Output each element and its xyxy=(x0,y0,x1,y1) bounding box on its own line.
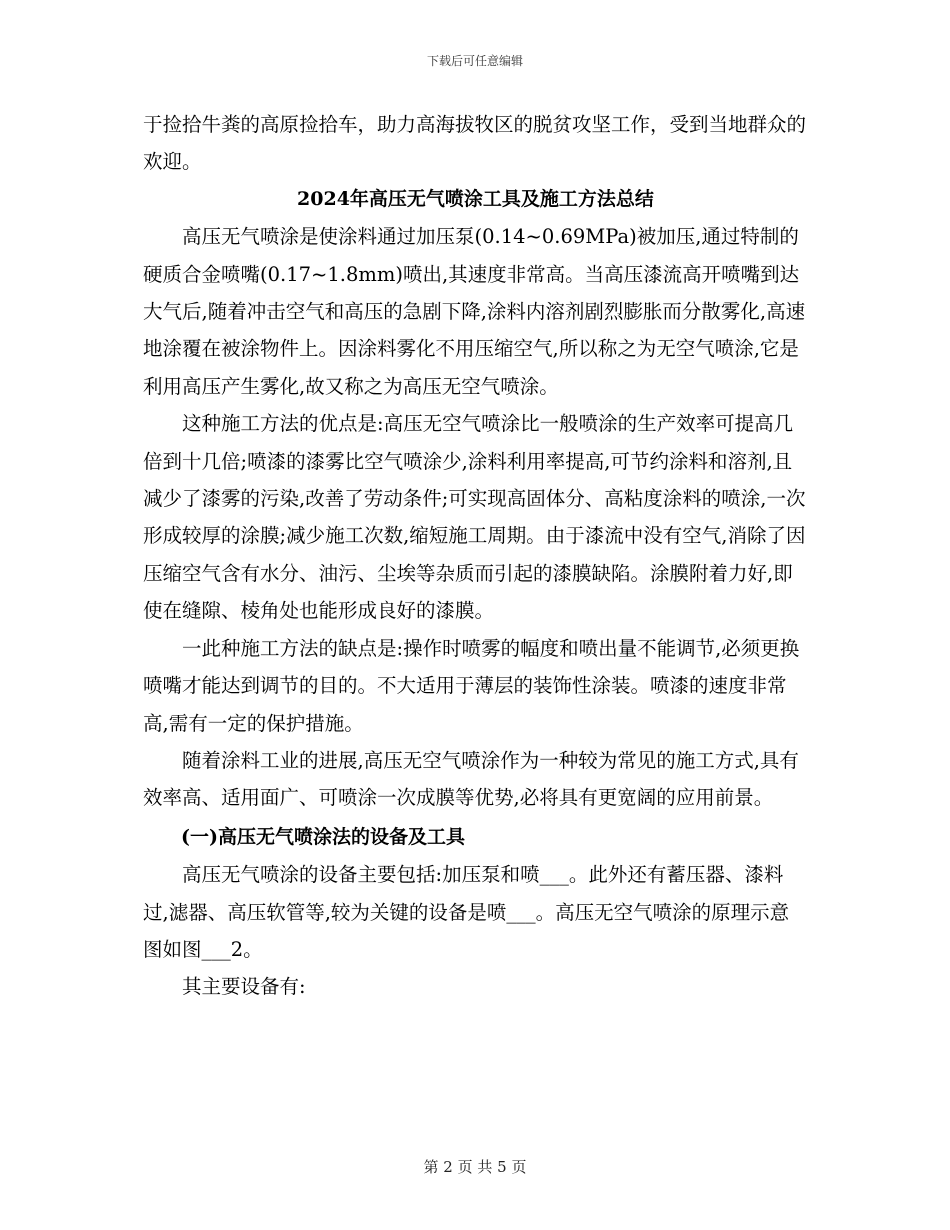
intro-paragraph: 于捡拾牛粪的高原捡拾车，助力高海拔牧区的脱贫攻坚工作，受到当地群众的欢迎。 xyxy=(143,113,807,174)
paragraph-prospects: 随着涂料工业的进展,高压无空气喷涂作为一种较为常见的施工方式,具有效率高、适用面广、可喷涂一次成膜等优势,必将具有更宽阔的应用前景。 xyxy=(143,748,799,810)
paragraph-main-equipment: 其主要设备有: xyxy=(182,975,306,999)
paragraph-definition: 高压无气喷涂是使涂料通过加压泵(0.14~0.69MPa)被加压,通过特制的硬质合金喷嘴(0.17~1.8mm)喷出,其速度非常高。当高压漆流高开喷嘴到达大气后,随着冲击空气和高压的急剧下降,涂料内溶剂剧烈膨胀而分散雾化,高速地涂覆在被涂物件上。因涂料雾化不用压缩空气,所以称之为无空气喷涂,它是利用高压产生雾化,故又称之为高压无空气喷涂。 xyxy=(143,225,806,398)
document-body xyxy=(143,106,808,1006)
paragraph-disadvantages: 一此种施工方法的缺点是:操作时喷雾的幅度和喷出量不能调节,必须更换喷嘴才能达到调节的目的。不大适用于薄层的装饰性涂装。喷漆的速度非常高,需有一定的保护措施。 xyxy=(143,636,800,735)
paragraph-equipment: 高压无气喷涂的设备主要包括:加压泵和喷___。此外还有蓄压器、漆料过,滤器、高压软管等,较为关键的设备是喷___。高压无空气喷涂的原理示意图如图___2。 xyxy=(143,863,790,961)
document-title: 2024年高压无气喷涂工具及施工方法总结 xyxy=(297,187,654,210)
page-footer: 第 2 页 共 5 页 xyxy=(423,1158,527,1176)
section-heading: (一)高压无气喷涂法的设备及工具 xyxy=(181,825,465,848)
page-header: 下载后可任意编辑 xyxy=(426,54,523,68)
paragraph-advantages: 这种施工方法的优点是:高压无空气喷涂比一般喷涂的生产效率可提高几倍到十几倍;喷漆的漆雾比空气喷涂少,涂料利用率提高,可节约涂料和溶剂,且减少了漆雾的污染,改善了劳动条件;可实现高固体分、高粘度涂料的喷涂,一次形成较厚的涂膜;减少施工次数,缩短施工周期。由于漆流中没有空气,消除了因压缩空气含有水分、油污、尘埃等杂质而引起的漆膜缺陷。涂膜附着力好,即使在缝隙、棱角处也能形成良好的漆膜。 xyxy=(143,412,806,623)
